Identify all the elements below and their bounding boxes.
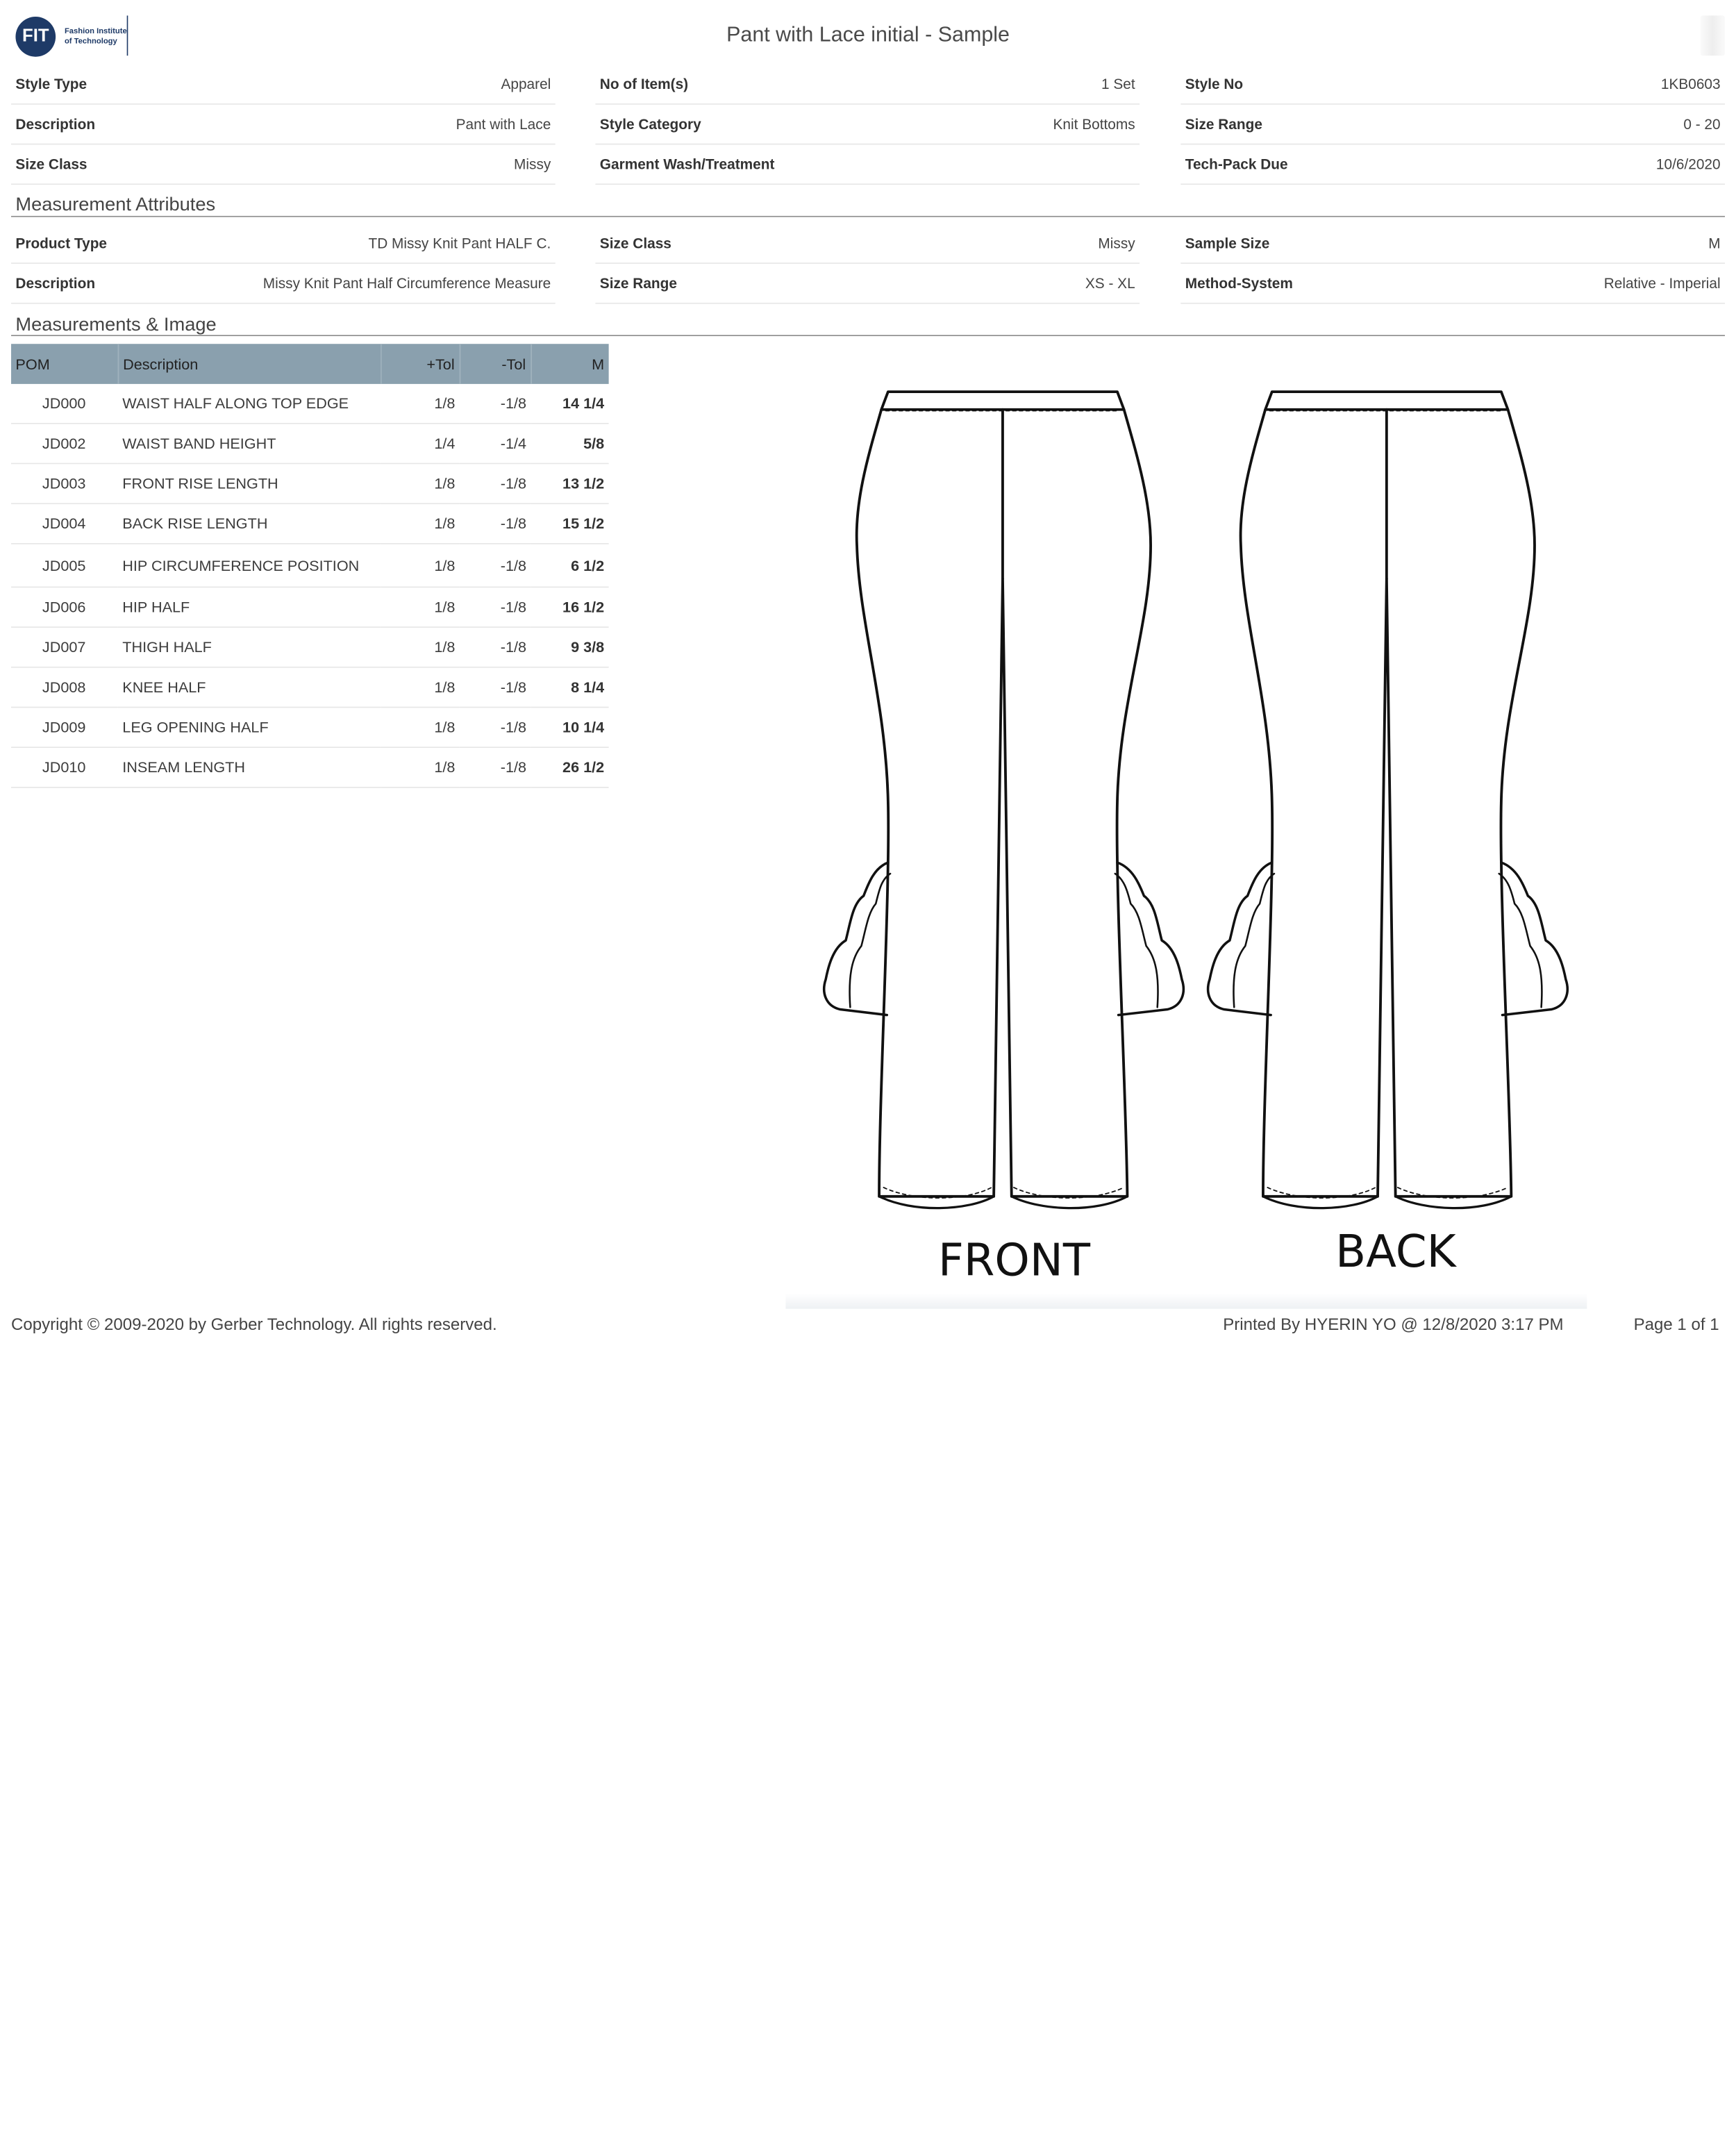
table-row xyxy=(11,544,609,588)
minus-tolerance: -1/8 xyxy=(460,707,531,747)
pom-description: LEG OPENING HALF xyxy=(118,707,381,747)
pom-code: JD004 xyxy=(11,503,118,544)
size-m-value: 8 1/4 xyxy=(531,667,608,708)
info-label: Garment Wash/Treatment xyxy=(599,156,775,173)
size-m-value: 26 1/2 xyxy=(531,747,608,788)
info-row-size-class xyxy=(11,144,556,185)
plus-tolerance: 1/4 xyxy=(381,424,460,464)
plus-tolerance: 1/8 xyxy=(381,463,460,503)
table-row xyxy=(11,424,609,464)
info-value: Knit Bottoms xyxy=(1053,115,1135,133)
logo-text-line1: Fashion Institute xyxy=(64,28,127,36)
info-value: Missy xyxy=(1098,235,1135,252)
info-row-size-range xyxy=(1180,105,1725,145)
table-row xyxy=(11,747,609,788)
info-label: Size Range xyxy=(599,274,677,292)
pom-code: JD007 xyxy=(11,627,118,667)
page-header xyxy=(0,0,1736,74)
plus-tolerance: 1/8 xyxy=(381,384,460,424)
info-value: 10/6/2020 xyxy=(1655,156,1721,173)
pom-description: INSEAM LENGTH xyxy=(118,747,381,788)
minus-tolerance: -1/8 xyxy=(460,627,531,667)
pom-code: JD000 xyxy=(11,384,118,424)
info-value: 1KB0603 xyxy=(1660,75,1721,93)
measurement-table xyxy=(11,344,609,788)
info-value: Missy Knit Pant Half Circumference Measure xyxy=(262,274,551,292)
measurement-table-header xyxy=(11,344,609,384)
plus-tolerance: 1/8 xyxy=(381,747,460,788)
size-m-value: 13 1/2 xyxy=(531,463,608,503)
info-row-description xyxy=(11,105,556,145)
style-info-col-2 xyxy=(595,65,1140,185)
info-label: Tech-Pack Due xyxy=(1185,156,1288,173)
info-label: Size Class xyxy=(15,156,87,173)
minus-tolerance: -1/8 xyxy=(460,544,531,588)
plus-tolerance: 1/8 xyxy=(381,667,460,708)
info-row-wash xyxy=(595,144,1140,185)
attr-row-method-system xyxy=(1180,264,1725,304)
info-label: Style Type xyxy=(15,75,87,93)
pant-flat-sketch xyxy=(785,367,1587,1313)
table-row xyxy=(11,463,609,503)
info-value: Missy xyxy=(514,156,551,173)
table-row xyxy=(11,667,609,708)
style-info-col-1 xyxy=(11,65,556,185)
info-label: Style No xyxy=(1185,75,1244,93)
plus-tolerance: 1/8 xyxy=(381,544,460,588)
info-row-style-no xyxy=(1180,65,1725,105)
size-m-value: 15 1/2 xyxy=(531,503,608,544)
attr-row-description xyxy=(11,264,556,304)
size-m-value: 6 1/2 xyxy=(531,544,608,588)
info-label: Size Class xyxy=(599,235,671,252)
attr-col-2 xyxy=(595,224,1140,303)
plus-tolerance: 1/8 xyxy=(381,503,460,544)
measurements-image-title: Measurements & Image xyxy=(15,313,217,335)
col-header-description: Description xyxy=(118,344,381,384)
pom-description: FRONT RISE LENGTH xyxy=(118,463,381,503)
col-header-plus-tol: +Tol xyxy=(381,344,460,384)
pom-code: JD002 xyxy=(11,424,118,464)
info-label: Description xyxy=(15,115,96,133)
size-m-value: 16 1/2 xyxy=(531,587,608,627)
fit-logo: FIT xyxy=(15,17,56,57)
attr-row-sample-size xyxy=(1180,224,1725,264)
pom-description: BACK RISE LENGTH xyxy=(118,503,381,544)
table-row xyxy=(11,707,609,747)
plus-tolerance: 1/8 xyxy=(381,707,460,747)
pom-description: HIP CIRCUMFERENCE POSITION xyxy=(118,544,381,588)
info-label: Method-System xyxy=(1185,274,1293,292)
pom-description: WAIST BAND HEIGHT xyxy=(118,424,381,464)
pom-code: JD006 xyxy=(11,587,118,627)
size-m-value: 5/8 xyxy=(531,424,608,464)
table-row xyxy=(11,627,609,667)
corner-thumbnail xyxy=(1701,15,1725,56)
minus-tolerance: -1/8 xyxy=(460,503,531,544)
page-title: Pant with Lace initial - Sample xyxy=(726,23,1010,47)
minus-tolerance: -1/8 xyxy=(460,587,531,627)
info-row-items xyxy=(595,65,1140,105)
pom-description: WAIST HALF ALONG TOP EDGE xyxy=(118,384,381,424)
pom-code: JD008 xyxy=(11,667,118,708)
pom-description: HIP HALF xyxy=(118,587,381,627)
back-label: BACK xyxy=(1335,1226,1456,1278)
size-m-value: 10 1/4 xyxy=(531,707,608,747)
section-divider xyxy=(11,216,1725,217)
info-value: TD Missy Knit Pant HALF C. xyxy=(368,235,551,252)
info-value: XS - XL xyxy=(1085,274,1135,292)
table-row xyxy=(11,587,609,627)
attr-col-3 xyxy=(1180,224,1725,303)
pom-description: KNEE HALF xyxy=(118,667,381,708)
copyright-text: Copyright © 2009-2020 by Gerber Technology. All rights reserved. xyxy=(11,1315,497,1335)
info-value: M xyxy=(1708,235,1721,252)
section-divider xyxy=(11,335,1725,336)
measurement-attributes-title: Measurement Attributes xyxy=(15,193,216,215)
info-value: Apparel xyxy=(501,75,551,93)
info-row-style-category xyxy=(595,105,1140,145)
pom-code: JD009 xyxy=(11,707,118,747)
info-value: 1 Set xyxy=(1101,75,1135,93)
front-view-sketch xyxy=(824,392,1184,1208)
pom-code: JD003 xyxy=(11,463,118,503)
printed-by-text: Printed By HYERIN YO @ 12/8/2020 3:17 PM xyxy=(1223,1315,1564,1335)
info-value: Pant with Lace xyxy=(456,115,551,133)
info-label: Size Range xyxy=(1185,115,1262,133)
page-number: Page 1 of 1 xyxy=(1633,1315,1719,1335)
attr-col-1 xyxy=(11,224,556,303)
sketch-footer-shade xyxy=(785,1293,1587,1308)
minus-tolerance: -1/8 xyxy=(460,747,531,788)
info-label: Style Category xyxy=(599,115,701,133)
minus-tolerance: -1/8 xyxy=(460,667,531,708)
pom-description: THIGH HALF xyxy=(118,627,381,667)
info-label: Sample Size xyxy=(1185,235,1270,252)
pom-code: JD005 xyxy=(11,544,118,588)
col-header-minus-tol: -Tol xyxy=(460,344,531,384)
info-value: Relative - Imperial xyxy=(1603,274,1721,292)
info-value: 0 - 20 xyxy=(1683,115,1721,133)
logo-text-line2: of Technology xyxy=(64,38,117,46)
plus-tolerance: 1/8 xyxy=(381,627,460,667)
plus-tolerance: 1/8 xyxy=(381,587,460,627)
attr-row-product-type xyxy=(11,224,556,264)
minus-tolerance: -1/8 xyxy=(460,384,531,424)
attr-row-size-range xyxy=(595,264,1140,304)
col-header-pom: POM xyxy=(11,344,118,384)
pom-code: JD010 xyxy=(11,747,118,788)
col-header-size-m: M xyxy=(531,344,608,384)
size-m-value: 14 1/4 xyxy=(531,384,608,424)
minus-tolerance: -1/8 xyxy=(460,463,531,503)
minus-tolerance: -1/4 xyxy=(460,424,531,464)
table-row xyxy=(11,503,609,544)
front-label: FRONT xyxy=(937,1235,1090,1287)
info-label: Description xyxy=(15,274,96,292)
info-label: No of Item(s) xyxy=(599,75,689,93)
table-row xyxy=(11,384,609,424)
info-row-style-type xyxy=(11,65,556,105)
info-label: Product Type xyxy=(15,235,108,252)
attr-row-size-class xyxy=(595,224,1140,264)
info-row-techpack-due xyxy=(1180,144,1725,185)
style-info-col-3 xyxy=(1180,65,1725,185)
back-view-sketch xyxy=(1208,392,1568,1208)
size-m-value: 9 3/8 xyxy=(531,627,608,667)
